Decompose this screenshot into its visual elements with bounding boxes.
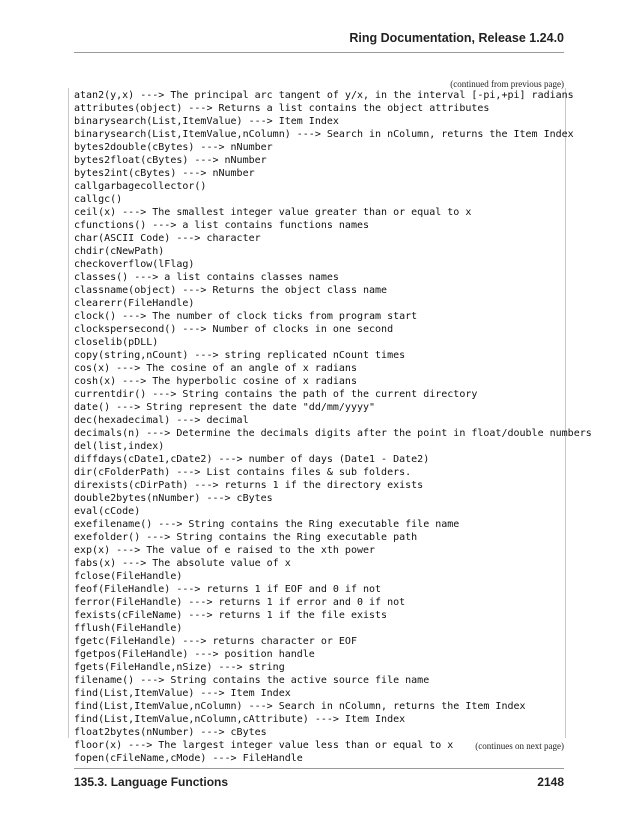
code-line: del(list,index) [74,441,165,452]
code-line: find(List,ItemValue) ---> Item Index [74,688,291,699]
code-line: decimals(n) ---> Determine the decimals digits after the point in float/double numbers [74,428,592,439]
code-line: double2bytes(nNumber) ---> cBytes [74,493,273,504]
code-line: diffdays(cDate1,cDate2) ---> number of days (Date1 - Date2) [74,454,430,465]
code-line: find(List,ItemValue,nColumn) ---> Search in nColumn, returns the Item Index [74,701,526,712]
code-line: dir(cFolderPath) ---> List contains files & sub folders. [74,467,412,478]
code-line: callgc() [74,194,123,205]
code-line: find(List,ItemValue,nColumn,cAttribute) ---> Item Index [74,714,406,725]
code-line: chdir(cNewPath) [74,246,165,257]
code-line: currentdir() ---> String contains the path of the current directory [74,389,478,400]
code-line: fgetc(FileHandle) ---> returns character or EOF [74,636,357,647]
code-line: bytes2int(cBytes) ---> nNumber [74,168,255,179]
code-line: fflush(FileHandle) [74,623,183,634]
continued-from-note: (continued from previous page) [450,79,564,89]
code-line: fgetpos(FileHandle) ---> position handle [74,649,315,660]
continues-on-note: (continues on next page) [475,741,564,751]
code-line: fabs(x) ---> The absolute value of x [74,558,291,569]
section-title: 135.3. Language Functions [74,775,229,789]
code-line: binarysearch(List,ItemValue,nColumn) ---> Search in nColumn, returns the Item Index [74,129,574,140]
code-line: direxists(cDirPath) ---> returns 1 if the directory exists [74,480,424,491]
code-line: fopen(cFileName,cMode) ---> FileHandle [74,753,303,764]
code-line: float2bytes(nNumber) ---> cBytes [74,727,267,738]
code-line: exefolder() ---> String contains the Ring executable path [74,532,418,543]
code-line: clockspersecond() ---> Number of clocks in one second [74,324,394,335]
code-line: filename() ---> String contains the active source file name [74,675,430,686]
code-line: copy(string,nCount) ---> string replicated nCount times [74,350,406,361]
code-line: classname(object) ---> Returns the object class name [74,285,388,296]
code-line: bytes2double(cBytes) ---> nNumber [74,142,273,153]
code-line: fclose(FileHandle) [74,571,183,582]
code-line: cos(x) ---> The cosine of an angle of x radians [74,363,357,374]
page-number: 2148 [537,775,564,789]
code-line: closelib(pDLL) [74,337,159,348]
code-line: eval(cCode) [74,506,141,517]
code-line: feof(FileHandle) ---> returns 1 if EOF and 0 if not [74,584,382,595]
code-line: atan2(y,x) ---> The principal arc tangent of y/x, in the interval [-pi,+pi] radians [74,90,574,101]
code-line: floor(x) ---> The largest integer value less than or equal to x [74,740,454,751]
code-line: bytes2float(cBytes) ---> nNumber [74,155,267,166]
code-line: ceil(x) ---> The smallest integer value greater than or equal to x [74,207,472,218]
code-line: clock() ---> The number of clock ticks from program start [74,311,418,322]
code-line: attributes(object) ---> Returns a list contains the object attributes [74,103,490,114]
code-line: checkoverflow(lFlag) [74,259,195,270]
code-line: classes() ---> a list contains classes names [74,272,339,283]
code-line: exp(x) ---> The value of e raised to the xth power [74,545,376,556]
code-line: fgets(FileHandle,nSize) ---> string [74,662,285,673]
code-line: clearerr(FileHandle) [74,298,195,309]
page-footer [74,768,564,789]
document-title: Ring Documentation, Release 1.24.0 [349,31,564,45]
code-line: callgarbagecollector() [74,181,207,192]
code-line: char(ASCII Code) ---> character [74,233,261,244]
code-line: binarysearch(List,ItemValue) ---> Item Index [74,116,339,127]
code-line: ferror(FileHandle) ---> returns 1 if error and 0 if not [74,597,406,608]
code-line: exefilename() ---> String contains the Ring executable file name [74,519,460,530]
page-header [74,22,564,53]
code-line: date() ---> String represent the date "dd/mm/yyyy" [74,402,376,413]
code-line: dec(hexadecimal) ---> decimal [74,415,249,426]
code-line: cosh(x) ---> The hyperbolic cosine of x radians [74,376,357,387]
code-line: cfunctions() ---> a list contains functions names [74,220,370,231]
code-listing [74,89,592,765]
code-line: fexists(cFileName) ---> returns 1 if the file exists [74,610,388,621]
